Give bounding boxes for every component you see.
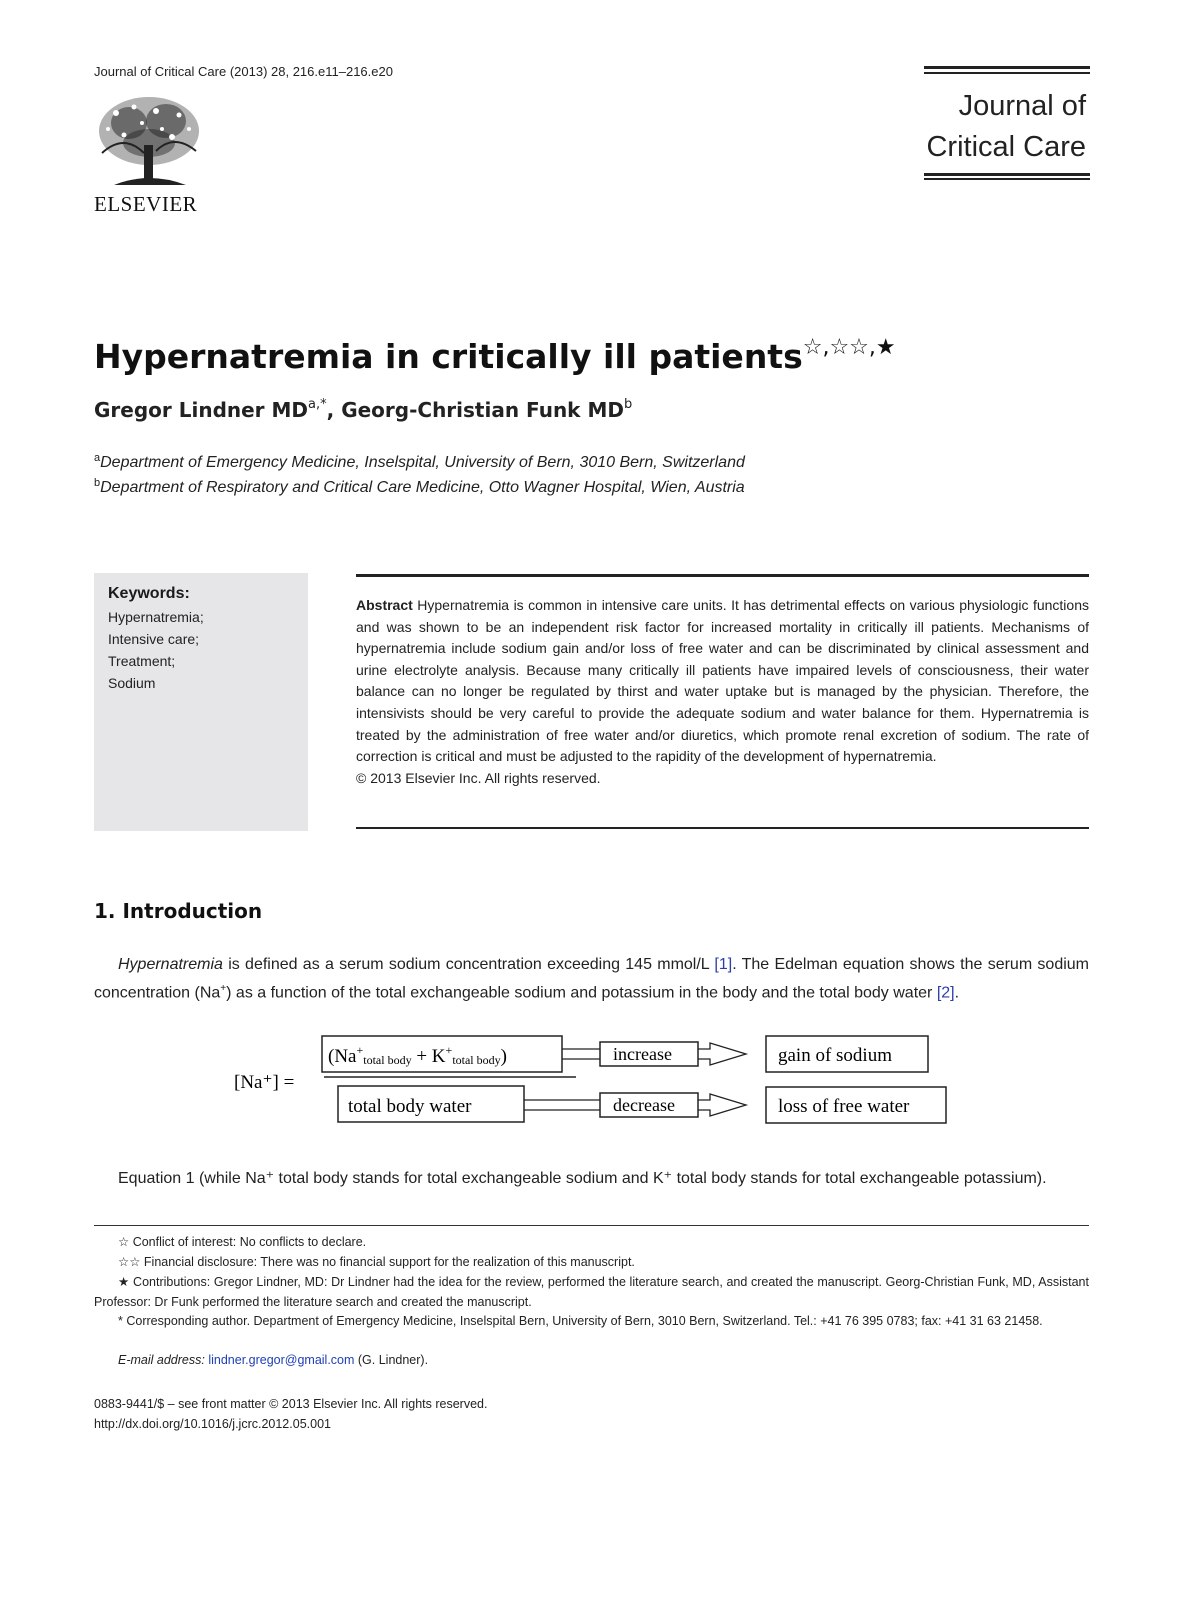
footnote-mark: ☆ — [118, 1235, 130, 1249]
email-label: E-mail address: — [118, 1353, 205, 1367]
paragraph-text: . The Edelman equation shows the serum sodium concentration (Na — [94, 956, 1089, 1002]
paragraph-text: ) as a function of the total exchangeable sodium and potassium in the body and the total body water — [226, 984, 937, 1002]
journal-citation: Journal of Critical Care (2013) 28, 216.e11–216.e20 — [94, 64, 393, 79]
equation-numerator: $(Na^+_{total body} + K^+_{total body})$ — [328, 1043, 507, 1067]
footnote-text: Contributions: Gregor Lindner, MD: Dr Lindner had the idea for the review, performed the literature search, and created the manuscript. Georg-Christian Funk, MD, Assistant Professor: Dr Funk performed the literature search and created the manuscript. — [94, 1275, 1089, 1309]
journal-title — [926, 86, 1086, 168]
equation-lhs: [Na⁺] = — [234, 1072, 295, 1093]
keyword-item: Intensive care; — [108, 631, 200, 647]
intro-paragraph-2: Equation 1 (while Na⁺ total body stands for total exchangeable sodium and K⁺ total body stands for total exchangeable potassium). — [118, 1170, 1047, 1187]
affiliation-b — [94, 477, 745, 497]
affiliation-text: Department of Emergency Medicine, Inselspital, University of Bern, 3010 Bern, Switzerland — [100, 454, 745, 471]
author-name: Gregor Lindner MD — [94, 398, 309, 422]
footnote-corresponding-author — [94, 1312, 1089, 1332]
paragraph-text: is defined as a serum sodium concentration exceeding 145 mmol/L — [222, 956, 715, 973]
arrow-right-icon — [698, 1043, 746, 1065]
journal-title-line1: Journal of — [958, 90, 1086, 122]
footnote-text: Corresponding author. Department of Emergency Medicine, Inselspital Bern, University of Bern, 3010 Bern, Switzerland. Tel.: +41 76 395 0783; fax: +41 31 63 21458. — [126, 1314, 1043, 1328]
paragraph-text: . — [954, 984, 960, 1002]
email-owner: (G. Lindner). — [354, 1353, 429, 1367]
journal-masthead — [924, 66, 1090, 182]
edelman-equation-diagram — [220, 1030, 960, 1130]
loss-of-free-water-label: loss of free water — [778, 1096, 910, 1117]
abstract-bottom-rule — [356, 827, 1089, 829]
section-heading-introduction: 1. Introduction — [94, 899, 263, 923]
keyword-item: Hypernatremia; — [108, 609, 204, 625]
doi-link[interactable]: http://dx.doi.org/10.1016/j.jcrc.2012.05.001 — [94, 1417, 331, 1431]
elsevier-tree-logo-icon — [94, 93, 204, 190]
masthead-rule — [924, 72, 1090, 74]
keyword-item: Treatment; — [108, 653, 176, 669]
affiliation-a — [94, 452, 745, 472]
keywords-box — [94, 573, 308, 831]
author-name: Georg-Christian Funk MD — [341, 398, 624, 422]
footnote-rule — [94, 1225, 1089, 1226]
gain-of-sodium-label: gain of sodium — [778, 1045, 892, 1066]
abstract — [356, 595, 1089, 789]
footnote-mark: ☆☆ — [118, 1255, 141, 1269]
masthead-rule — [924, 178, 1090, 180]
author-list — [94, 397, 632, 422]
abstract-top-rule — [356, 574, 1089, 577]
keyword-item: Sodium — [108, 675, 156, 691]
email-link[interactable]: lindner.gregor@gmail.com — [208, 1353, 355, 1367]
masthead-rule — [924, 66, 1090, 69]
affiliation-mark: b — [94, 477, 101, 489]
abstract-label: Abstract — [356, 597, 413, 613]
footnote-email — [94, 1351, 1089, 1371]
author-separator: , — [326, 398, 342, 422]
footnote-conflict — [94, 1233, 1089, 1253]
footnote-mark: ★ — [118, 1275, 130, 1289]
author-affil-mark: a,* — [308, 397, 327, 412]
footnote-contributions — [94, 1273, 1089, 1312]
abstract-text: Hypernatremia is common in intensive care units. It has detrimental effects on various physiologic functions and was shown to be an independent risk factor for increased mortality in critically ill patients. Mechanisms of hypernatremia include sodium gain and/or loss of free water and can be discriminated by clinical assessment and urine electrolyte analysis. Because many critically ill patients have impaired levels of consciousness, their water balance can no longer be regulated by thirst and water uptake but is managed by the physician. Therefore, the intensivists should be very careful to provide the adequate sodium and water balance for them. Hypernatremia is treated by the administration of free water and/or diuretics, which promote renal excretion of sodium. The rate of correction is critical and must be adjusted to the rapidity of the development of hypernatremia. — [356, 597, 1089, 765]
title-footnote-marks: ☆,☆☆,★ — [802, 335, 896, 360]
author-affil-mark: b — [623, 397, 633, 412]
defined-term: Hypernatremia — [118, 956, 223, 973]
superscript: + — [220, 983, 227, 994]
elsevier-wordmark: ELSEVIER — [94, 192, 198, 216]
intro-paragraph-1 — [94, 953, 1089, 1005]
keywords-heading: Keywords: — [108, 585, 190, 602]
title-text: Hypernatremia in critically ill patients — [94, 337, 803, 376]
reference-link[interactable]: [2] — [936, 984, 955, 1002]
footnote-text: Financial disclosure: There was no financial support for the realization of this manuscript. — [143, 1255, 635, 1269]
masthead-rule — [924, 173, 1090, 176]
footnote-mark: * — [118, 1314, 123, 1328]
affiliation-mark: a — [94, 452, 101, 464]
journal-title-line2: Critical Care — [926, 131, 1086, 163]
footnote-text: Conflict of interest: No conflicts to declare. — [132, 1235, 367, 1249]
increase-label: increase — [613, 1044, 672, 1064]
equation-denominator: total body water — [348, 1096, 472, 1117]
affiliation-text: Department of Respiratory and Critical Care Medicine, Otto Wagner Hospital, Wien, Austria — [100, 479, 745, 496]
footnote-financial — [94, 1253, 1089, 1273]
article-title — [94, 335, 896, 376]
decrease-label: decrease — [613, 1095, 675, 1115]
arrow-right-icon — [698, 1094, 746, 1116]
reference-link[interactable]: [1] — [714, 956, 733, 973]
issn-line: 0883-9441/$ – see front matter © 2013 Elsevier Inc. All rights reserved. — [94, 1397, 488, 1411]
abstract-copyright: © 2013 Elsevier Inc. All rights reserved. — [356, 769, 601, 786]
